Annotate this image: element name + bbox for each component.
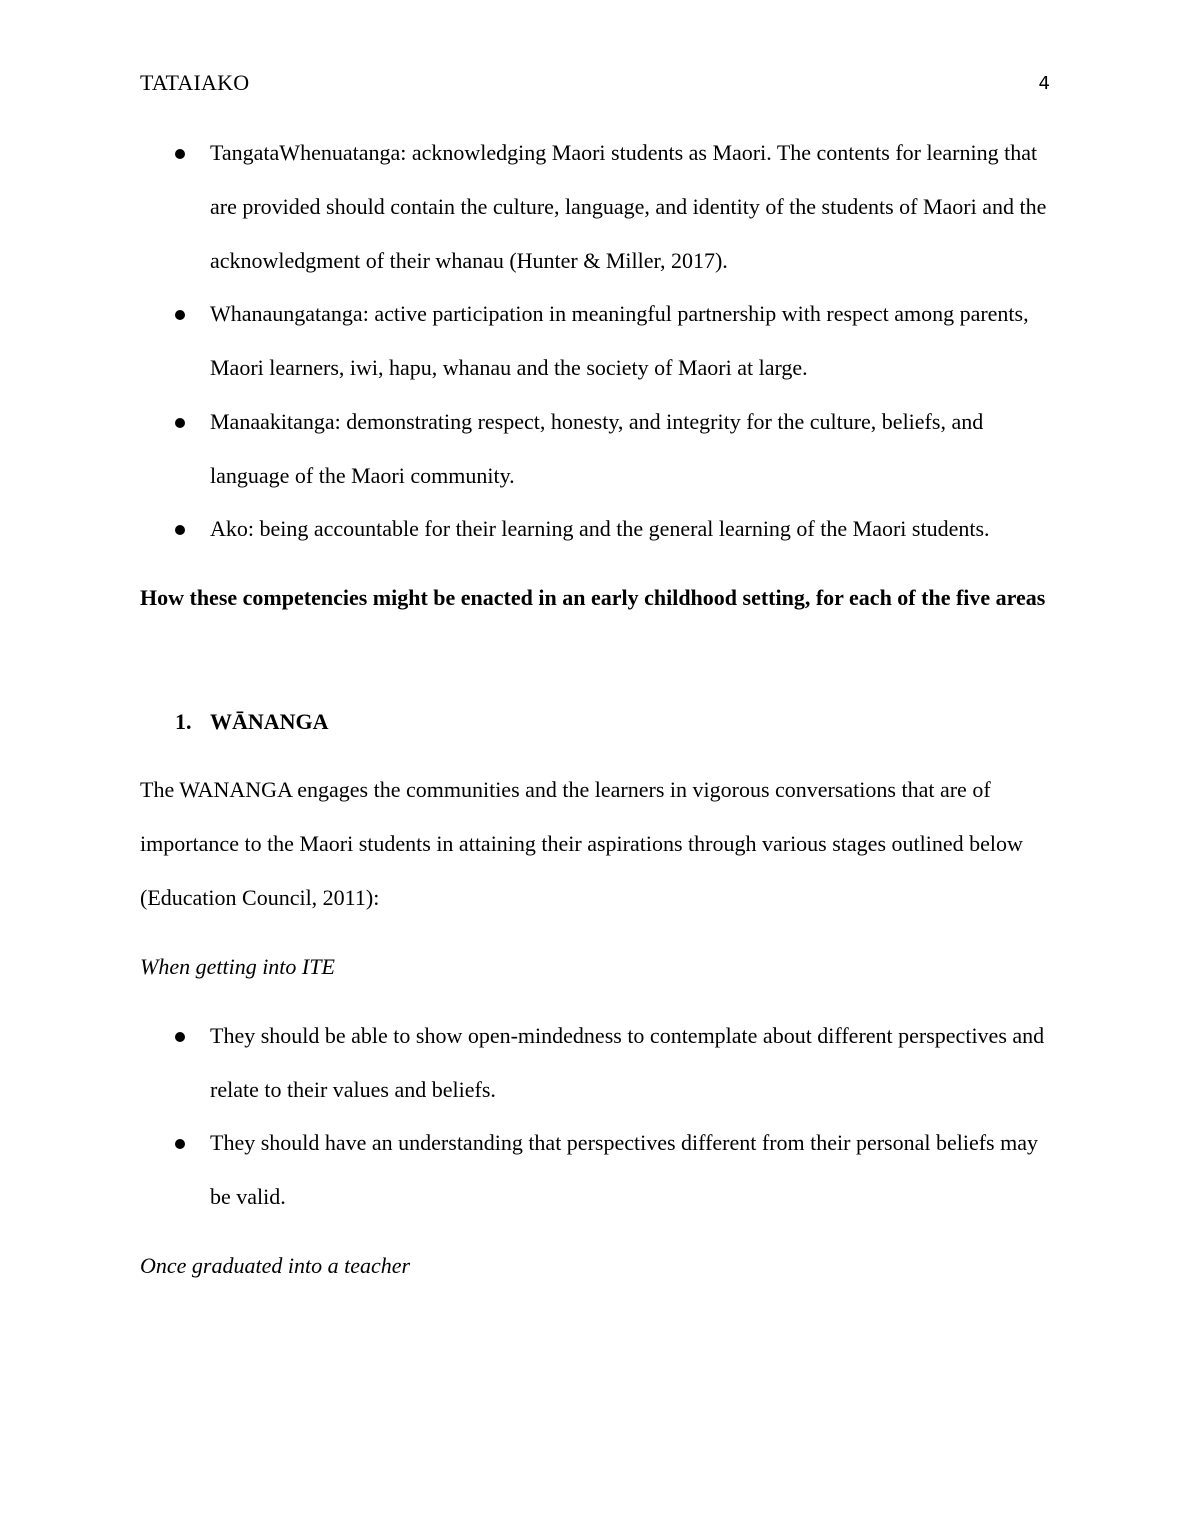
- bullet-icon: [175, 1139, 185, 1149]
- bullet-icon: [175, 149, 185, 159]
- bullet-icon: [175, 1032, 185, 1042]
- heading-number: 1.: [175, 709, 192, 734]
- list-item: Ako: being accountable for their learning and the general learning of the Maori students.: [210, 516, 990, 541]
- list-item: They should have an understanding that perspectives different from their personal beliefs may be valid.: [210, 1130, 1038, 1209]
- bullet-icon: [175, 418, 185, 428]
- bullet-icon: [175, 310, 185, 320]
- list-item: Whanaungatanga: active participation in meaningful partnership with respect among parents, Maori learners, iwi, hapu, whanau and the society of Maori at large.: [210, 301, 1029, 380]
- subheading-graduate: Once graduated into a teacher: [140, 1253, 411, 1278]
- intro-paragraph: The WANANGA engages the communities and the learners in vigorous conversations that are of importance to the Maori students in attaining their aspirations through various stages outlined below (Education Council, 2011):: [140, 777, 1023, 910]
- bullet-icon: [175, 525, 185, 535]
- running-header-title: TATAIAKO: [140, 70, 250, 95]
- heading-wananga: WĀNANGA: [210, 709, 329, 734]
- page-number: 4: [1038, 73, 1050, 94]
- list-item: They should be able to show open-mindedness to contemplate about different perspectives and relate to their values and beliefs.: [210, 1023, 1045, 1102]
- list-item: TangataWhenuatanga: acknowledging Maori students as Maori. The contents for learning that are provided should contain the culture, language, and identity of the students of Maori and the acknowledgment of their whanau (Hunter & Miller, 2017).: [210, 140, 1047, 273]
- list-item: Manaakitanga: demonstrating respect, honesty, and integrity for the culture, beliefs, and language of the Maori community.: [210, 409, 984, 488]
- subheading-ite: When getting into ITE: [140, 954, 335, 979]
- section-heading: How these competencies might be enacted in an early childhood setting, for each of the five areas: [140, 585, 1046, 610]
